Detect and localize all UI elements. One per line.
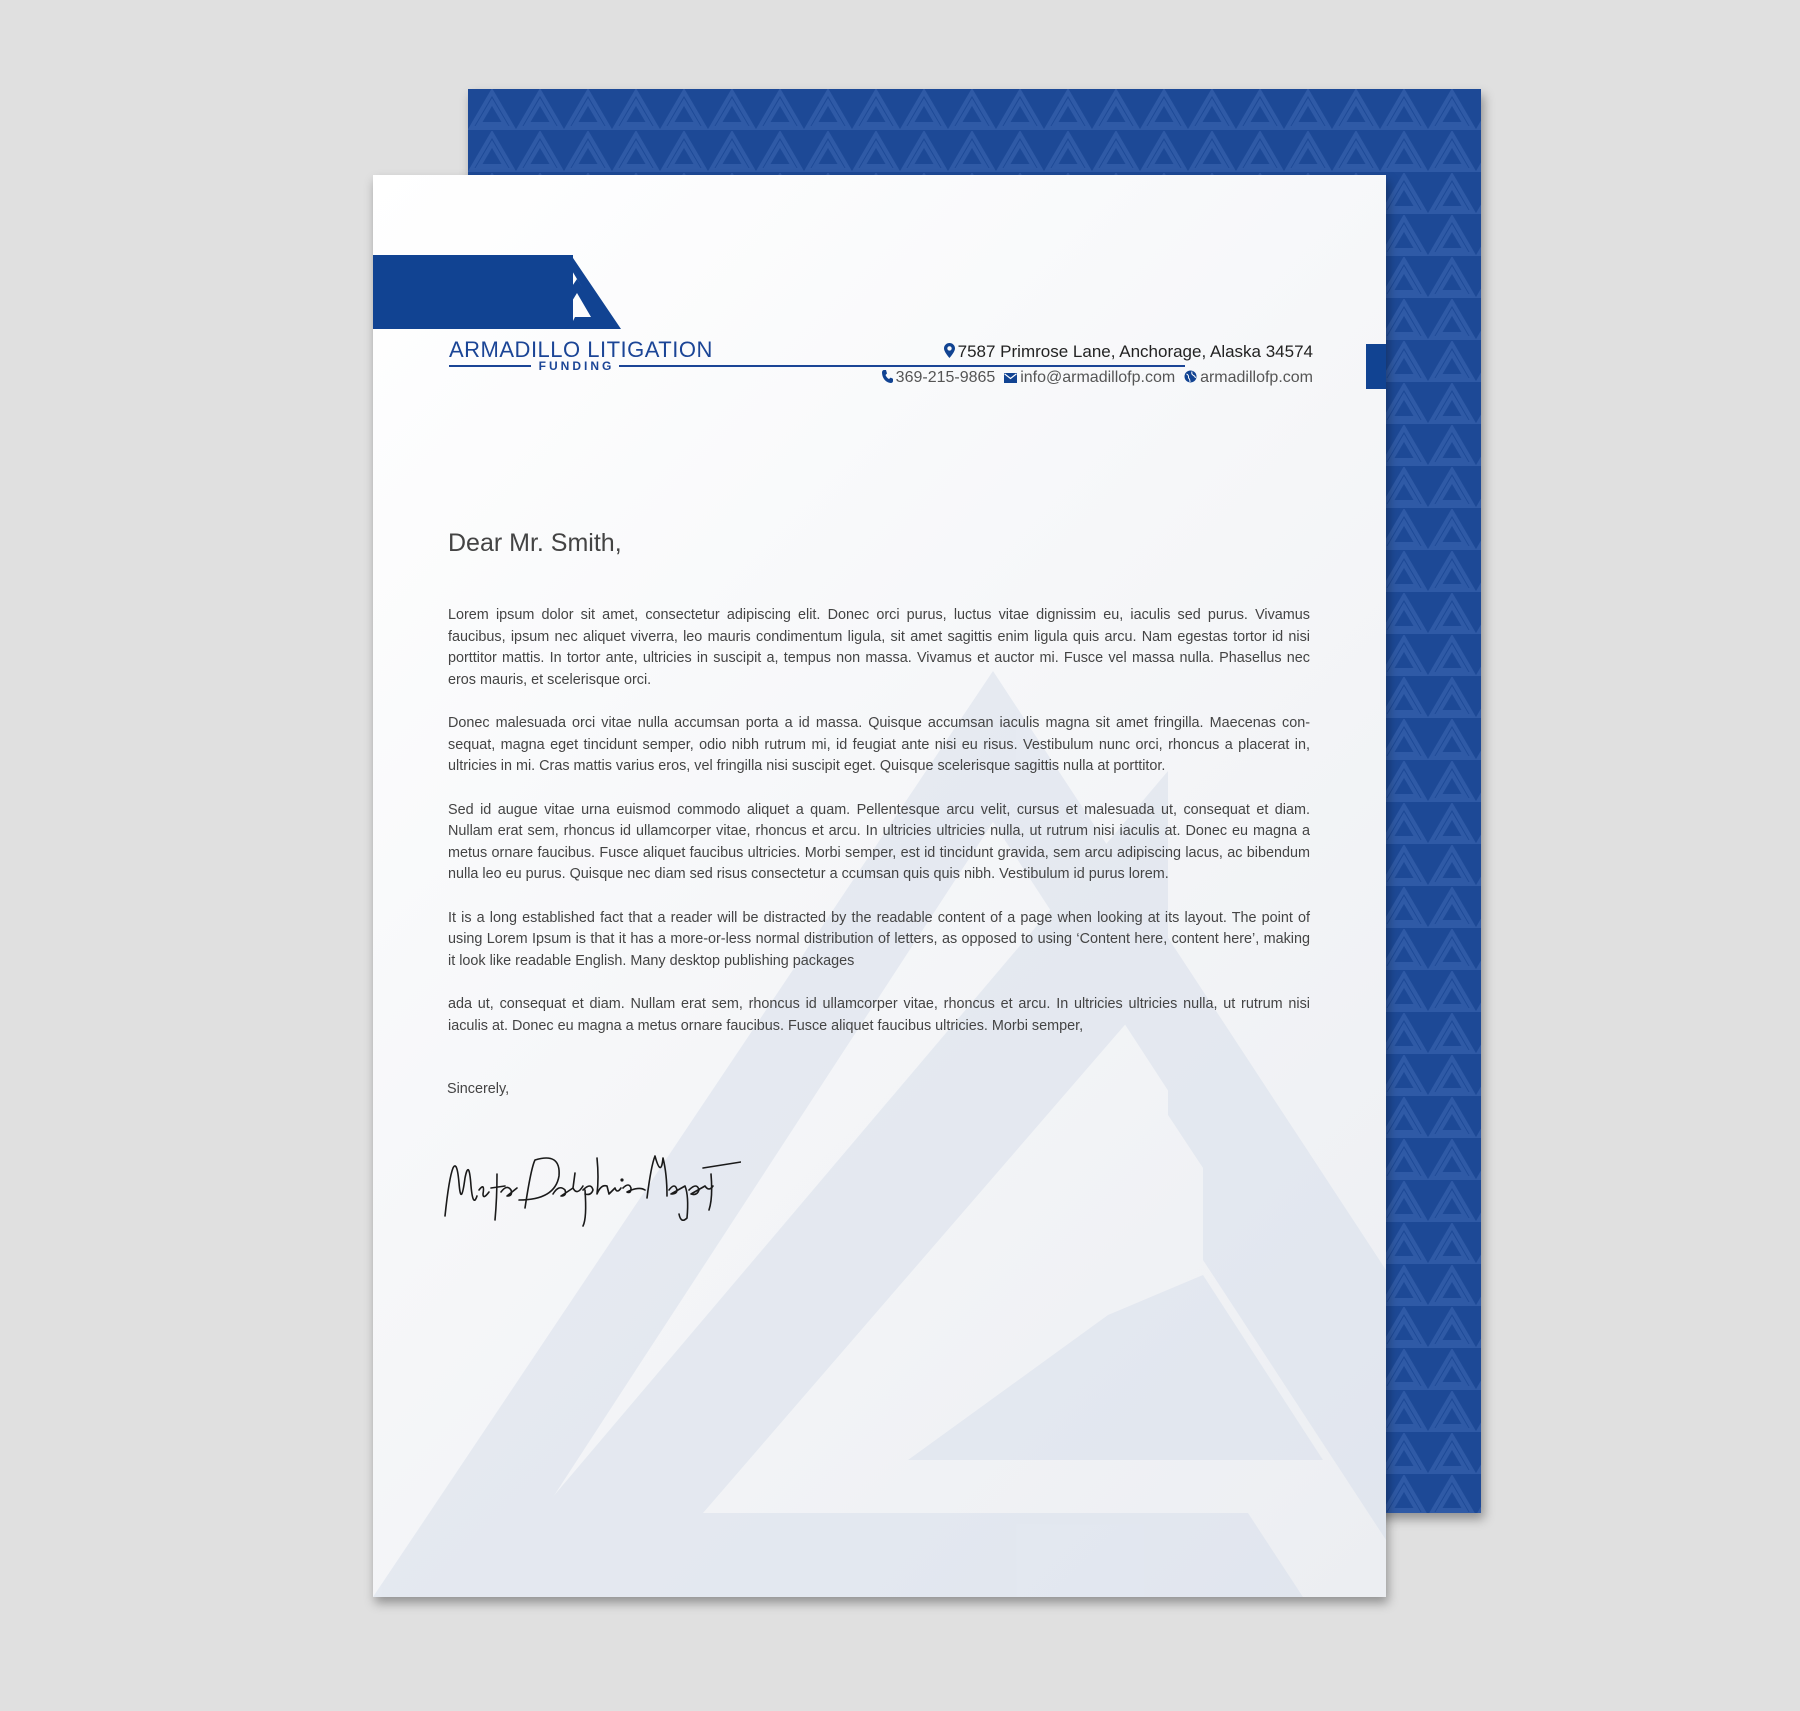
body-paragraph: Donec malesuada orci vitae nulla accumsan porta a id massa. Quisque accumsan iaculis magna sit amet fringilla. Maecenas con-sequat, magna eget tincidunt semper, odio nibh rutrum mi, id feugiat ante nisi eu risus. Vestibulum nunc orci, rhoncus a placerat in, ultricies in mi. Cras mattis varius eros, vel fringilla nisi suscipit eget. Quisque scelerisque sagittis nulla at porttitor. bbox=[448, 715, 1310, 774]
letterhead-front-sheet bbox=[373, 175, 1386, 1597]
contact-line bbox=[882, 369, 1313, 387]
handwritten-signature bbox=[441, 1138, 741, 1228]
phone-number[interactable]: 369-215-9865 bbox=[895, 369, 996, 386]
brand-name: ARMADILLO LITIGATION bbox=[449, 337, 713, 362]
brand-subtitle bbox=[449, 359, 701, 373]
salutation: Dear Mr. Smith, bbox=[448, 529, 622, 557]
location-pin-icon bbox=[944, 343, 955, 358]
side-tab-marker bbox=[1366, 344, 1386, 389]
body-paragraph: Sed id augue vitae urna euismod commodo aliquet a quam. Pellentesque arcu velit, cursus et malesuada ut, consequat et diam. Nullam erat sem, rhoncus id ullamcorper vitae, rhoncus et arcu. In ultricies ultricies nulla, ut rutrum nisi iaculis at. Donec eu magna a metus ornare faucibus. Fusce aliquet faucibus ultricies. Morbi semper, est id tincidunt gravida, sem arcu adipiscing lacus, ac bibendum nulla leo eu purus. Quisque nec diam sed risus consectetur a ccumsan quis quis nibh. Vestibulum id purus lorem. bbox=[448, 801, 1310, 882]
body-paragraph: ada ut, consequat et diam. Nullam erat sem, rhoncus id ullamcorper vitae, rhoncus et arcu. In ultricies ultricies nulla, ut rutrum nisi iaculis at. Donec eu magna a metus ornare faucibus. Fusce aliquet faucibus ultricies. Morbi semper, bbox=[448, 996, 1310, 1034]
website-url[interactable]: armadillofp.com bbox=[1200, 369, 1313, 386]
armadillo-logo-icon bbox=[521, 255, 621, 329]
globe-icon bbox=[1184, 370, 1197, 383]
brand-subtitle-text: FUNDING bbox=[538, 359, 615, 373]
header-divider bbox=[701, 365, 1185, 367]
email-address[interactable]: info@armadillofp.com bbox=[1020, 369, 1176, 386]
letter-body bbox=[448, 605, 1310, 1059]
address-line bbox=[944, 342, 1313, 362]
phone-icon bbox=[882, 370, 893, 383]
address-text: 7587 Primrose Lane, Anchorage, Alaska 34574 bbox=[957, 342, 1313, 361]
body-paragraph: It is a long established fact that a reader will be distracted by the readable content of a page when looking at its layout. The point of using Lorem Ipsum is that it has a more-or-less normal distribution of letters, as opposed to using ‘Content here, content here’, making it look like readable English. Many desktop publishing packages bbox=[448, 909, 1310, 969]
body-paragraph: Lorem ipsum dolor sit amet, consectetur adipiscing elit. Donec orci purus, luctus vitae dignissim eu, iaculis sed purus. Vivamus faucibus, ipsum nec aliquet viverra, leo mauris condimentum ligula, sit amet sagittis enim ligula quis arcu. Nam egestas tortor id nisi porttitor mattis. In tortor ante, ultricies in suscipit a, tempus non massa. Vivamus et auctor mi. Fusce vel massa nulla. Phasellus nec eros mauris, et scelerisque orci. bbox=[448, 607, 1310, 688]
closing: Sincerely, bbox=[447, 1081, 510, 1097]
envelope-icon bbox=[1004, 373, 1017, 383]
